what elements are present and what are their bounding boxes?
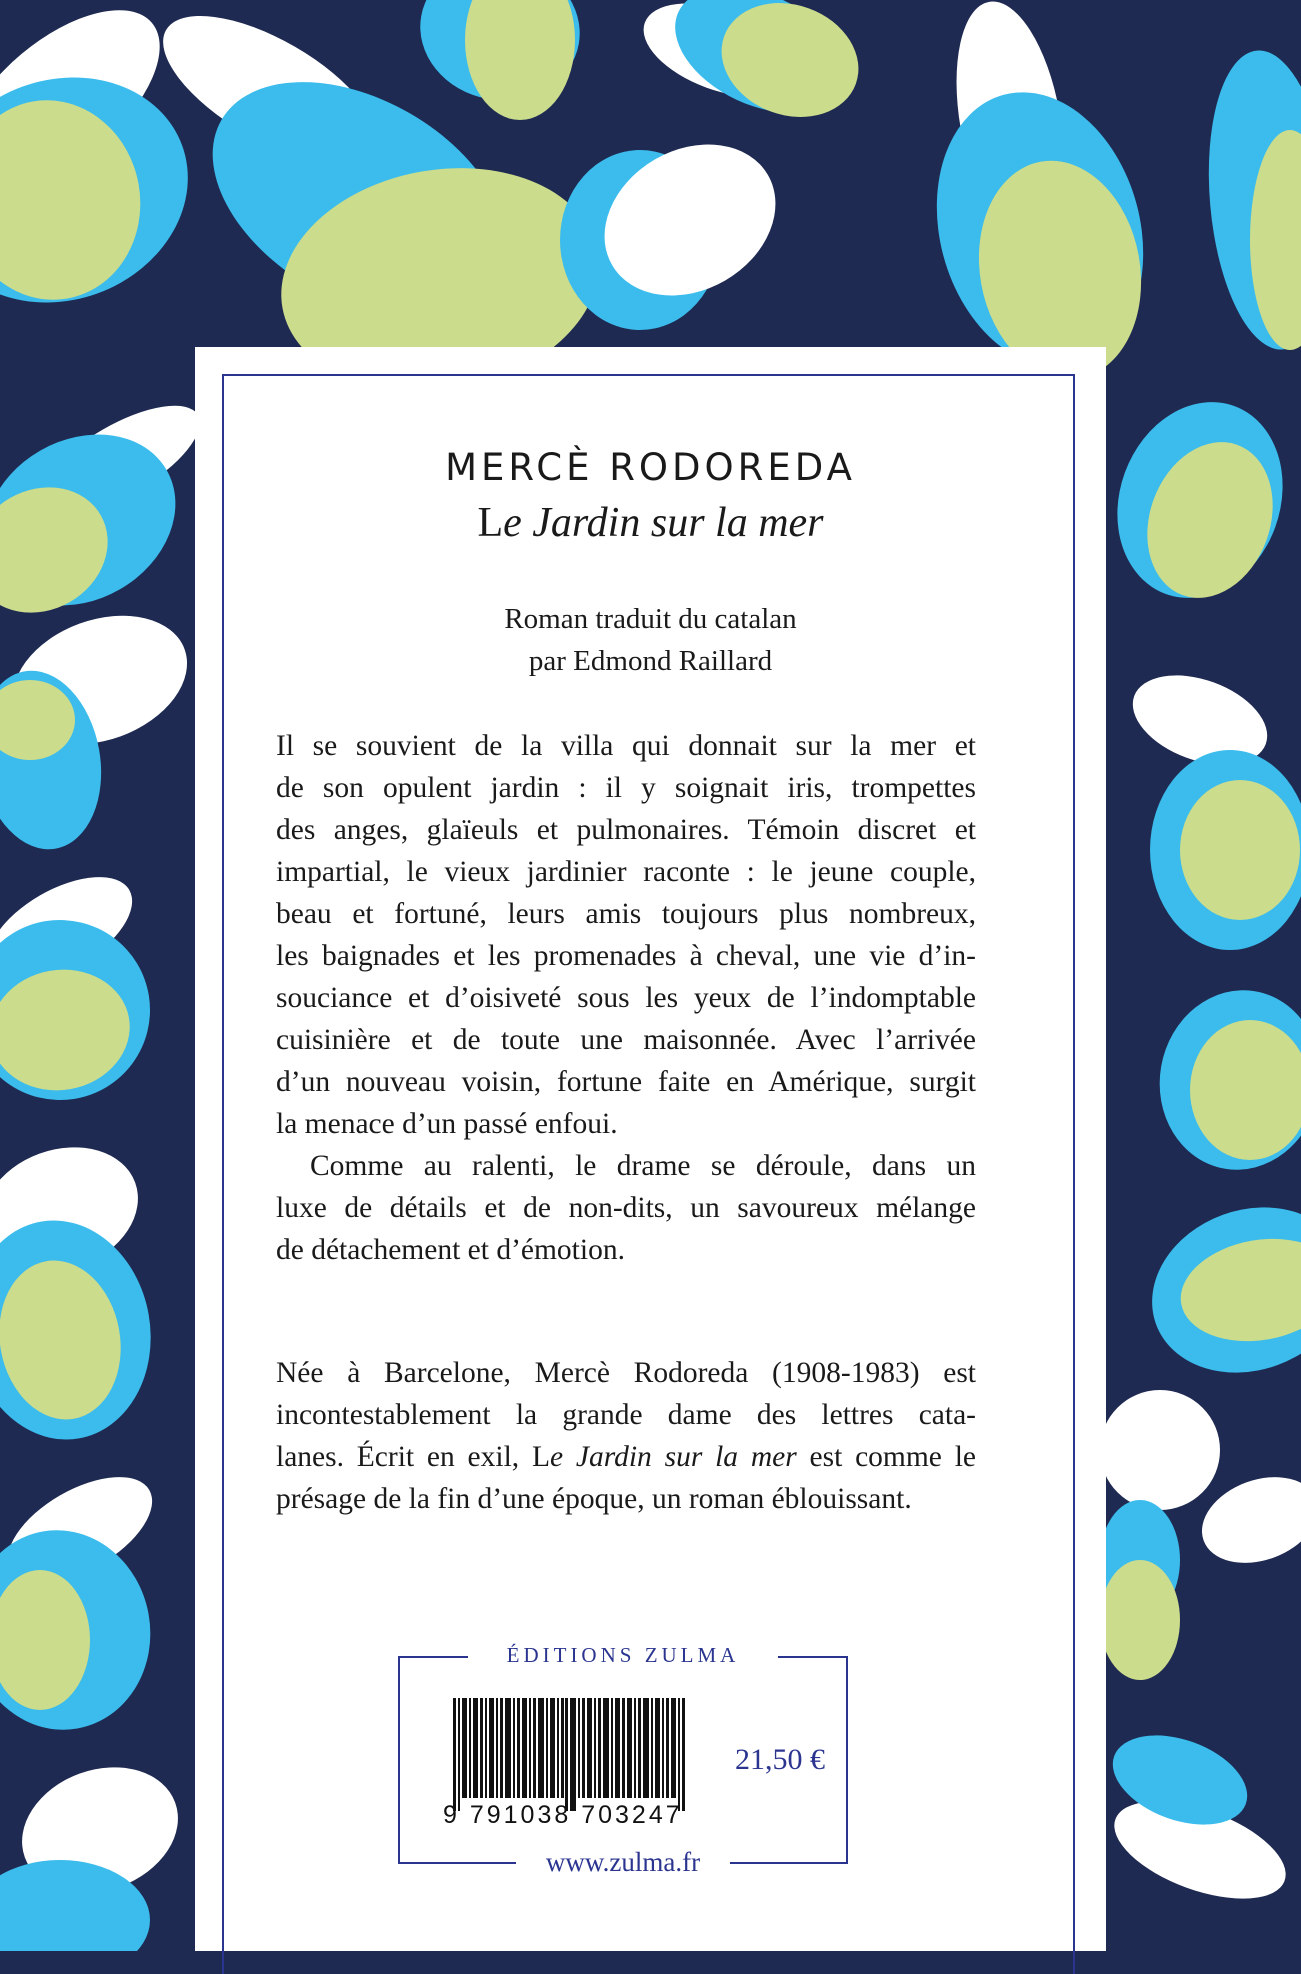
brush-stroke: [465, 0, 575, 120]
publisher-website-link[interactable]: www.zulma.fr: [545, 1847, 701, 1877]
blurb-line: des anges, glaïeuls et pulmonaires. Témoin discret et: [276, 814, 976, 846]
isbn-barcode: [443, 1698, 688, 1833]
bio-line-4: présage de la fin d’une époque, un roman éblouissant.: [276, 1483, 912, 1515]
author-bio: [276, 1352, 976, 1520]
blurb-line: impartial, le vieux jardinier raconte : le jeune couple,: [276, 856, 976, 888]
publisher-box: [398, 1643, 848, 1877]
price: 21,50 €: [735, 1743, 825, 1776]
blurb-paragraph-1: [276, 725, 976, 1145]
publisher-name: ÉDITIONS ZULMA: [506, 1643, 740, 1667]
brush-stroke: [1180, 780, 1300, 920]
blurb-line: luxe de détails et de non-dits, un savoureux mélange: [276, 1192, 976, 1224]
blurb-line: de son opulent jardin : il y soignait iris, trompettes: [276, 772, 976, 804]
blurb-line: cuisinière et de toute une maisonnée. Avec l’arrivée: [276, 1024, 976, 1056]
blurb-paragraph-2: [276, 1145, 976, 1271]
title-rest: e Jardin sur la mer: [503, 500, 824, 546]
barcode-bars: [453, 1698, 688, 1811]
blurb-line: d’un nouveau voisin, fortune faite en Amérique, surgit: [276, 1066, 976, 1098]
translation-credit-line2: par Edmond Raillard: [528, 645, 773, 677]
blurb-line: Comme au ralenti, le drame se déroule, dans un: [310, 1150, 976, 1182]
isbn-number: 9 791038 703247: [443, 1801, 683, 1829]
blurb-line: les baignades et les promenades à cheval, une vie d’in-: [276, 940, 976, 972]
back-cover-panel: [195, 347, 1106, 1951]
bio-line-1: Née à Barcelone, Mercè Rodoreda (1908-1983) est: [276, 1357, 976, 1389]
translation-credit-line1: Roman traduit du catalan: [504, 603, 797, 635]
brush-stroke: [1100, 1560, 1180, 1680]
blurb-line: la menace d’un passé enfoui.: [276, 1108, 618, 1140]
bio-line-3: lanes. Écrit en exil, Le Jardin sur la mer est comme le: [276, 1441, 976, 1473]
brush-stroke: [1100, 1390, 1220, 1510]
blurb-line: Il se souvient de la villa qui donnait sur la mer et: [276, 730, 976, 762]
box-right-rule: [846, 1656, 848, 1864]
blurb-line: beau et fortuné, leurs amis toujours plus nombreux,: [276, 898, 976, 930]
title-initial: L: [477, 500, 504, 546]
box-left-rule: [398, 1656, 400, 1864]
book-title: [195, 499, 1106, 547]
bio-line-2: incontestablement la grande dame des lettres cata-: [276, 1399, 976, 1431]
blurb-line: souciance et d’oisiveté sous les yeux de l’indomptable: [276, 982, 976, 1014]
author-name: MERCÈ RODOREDA: [445, 446, 856, 489]
blurb-line: de détachement et d’émotion.: [276, 1234, 625, 1266]
